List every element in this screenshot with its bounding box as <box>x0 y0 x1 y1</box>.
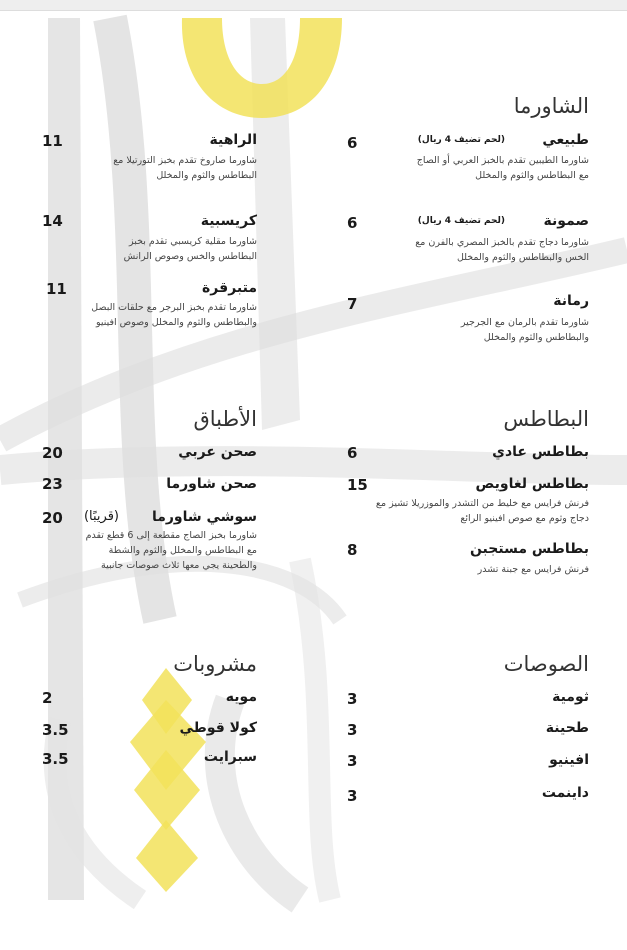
menu-item-name: سبرايت <box>203 749 257 765</box>
menu-item-name: رمانة <box>553 293 589 309</box>
shawarma-section-title: الشاورما <box>513 94 589 118</box>
menu-item-name: بطاطس لغاويص <box>475 476 589 492</box>
sauces-section-title: الصوصات <box>503 652 589 676</box>
menu-item-price: 11 <box>46 280 67 298</box>
potatoes-section-title: البطاطس <box>503 407 589 431</box>
menu-item-name: صحن عربي <box>178 444 257 460</box>
menu-item-name: بطاطس مستجبن <box>469 541 589 557</box>
menu-item-price: 6 <box>347 134 358 152</box>
menu-item-description: شاورما مقلية كريسبي تقدم بخبز البطاطس والخس وصوص الرانش <box>123 236 257 262</box>
drinks-section-title: مشروبات <box>173 652 257 676</box>
brush-stroke-sweep-mid <box>0 461 627 470</box>
menu-item-price: 3 <box>347 752 358 770</box>
menu-item-name: سوشي شاورما <box>151 509 257 525</box>
yellow-diamond-3 <box>134 750 200 830</box>
menu-item-name: كولا قوطي <box>179 720 257 736</box>
menu-item-price: 14 <box>42 212 63 230</box>
menu-item-name: بطاطس عادي <box>492 444 589 460</box>
menu-item-price: 2 <box>42 689 53 707</box>
menu-item-note: (قريبًا) <box>83 509 119 524</box>
menu-item-price: 7 <box>347 295 358 313</box>
menu-item-note: (لحم تضيف 4 ريال) <box>417 216 505 226</box>
menu-item-price: 3 <box>347 721 358 739</box>
menu-item-name: ثومية <box>552 689 589 705</box>
menu-item-name: داينمت <box>541 785 589 801</box>
menu-item-description: شاورما تقدم بخبز البرجر مع حلقات البصل والبطاطس والثوم والمخلل وصوص افينيو <box>91 302 257 328</box>
menu-item-note: (لحم تضيف 4 ريال) <box>417 135 505 145</box>
menu-item-price: 3 <box>347 690 358 708</box>
menu-item-price: 3.5 <box>42 750 69 768</box>
menu-item-price: 23 <box>42 475 63 493</box>
menu-item-name: صمونة <box>543 213 589 229</box>
menu-item-description: فرنش فرايس مع خليط من التشدر والموزريلا تشيز مع دجاج وثوم مع صوص افينيو الرائع <box>375 498 589 524</box>
menu-item-price: 20 <box>42 509 63 527</box>
menu-item-name: مويه <box>225 689 257 705</box>
menu-item-price: 6 <box>347 214 358 232</box>
menu-item-description: شاورما الطيبين تقدم بالخبز العربي أو الصاج مع البطاطس والثوم والمخلل <box>416 155 589 181</box>
yellow-diamond-4 <box>136 820 198 892</box>
menu-item-price: 6 <box>347 444 358 462</box>
menu-item-price: 15 <box>347 476 368 494</box>
menu-item-name: متبرقرة <box>202 280 257 296</box>
menu-item-name: طبيعي <box>542 132 589 148</box>
plates-section-title: الأطباق <box>193 407 257 431</box>
menu-item-description: فرنش فرايس مع جبنة تشدر <box>477 564 589 575</box>
menu-item-name: صحن شاورما <box>166 476 257 492</box>
menu-item-name: طحينة <box>545 720 589 736</box>
menu-item-price: 3 <box>347 787 358 805</box>
menu-item-price: 3.5 <box>42 721 69 739</box>
menu-item-description: شاورما دجاج تقدم بالخبز المصري بالفرن مع الخس والبطاطس والثوم والمخلل <box>415 237 589 263</box>
menu-item-name: كريسبية <box>200 213 257 229</box>
menu-item-description: شاورما تقدم بالرمان مع الجرجير والبطاطس والثوم والمخلل <box>460 317 589 343</box>
menu-item-description: شاورما صاروخ تقدم بخبز التورتيلا مع البطاطس والثوم والمخلل <box>113 155 257 181</box>
menu-item-name: الراهية <box>209 132 257 148</box>
menu-item-price: 11 <box>42 132 63 150</box>
menu-item-description: شاورما بخبز الصاج مقطعة إلى 6 قطع تقدم مع البطاطس والمخلل والثوم والشطة والطحينة يجي معها ثلاث صوصات جانبية <box>85 530 257 571</box>
menu-item-price: 20 <box>42 444 63 462</box>
menu-item-price: 8 <box>347 541 358 559</box>
menu-item-name: افينيو <box>549 752 589 768</box>
